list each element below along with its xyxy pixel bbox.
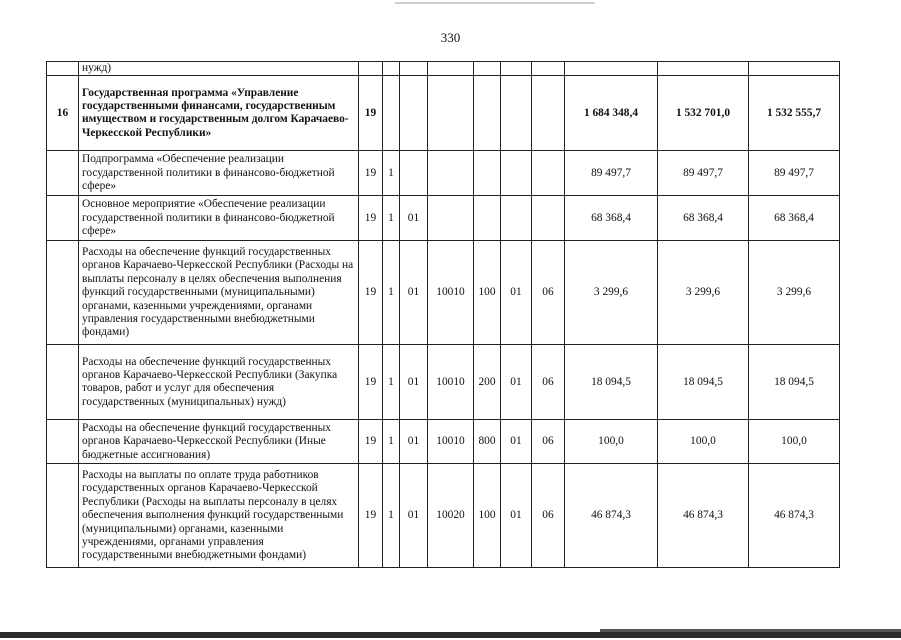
code-om [400,151,428,196]
table-row [47,151,840,196]
amount-year-1: 89 497,7 [565,151,658,196]
code-rz: 01 [501,241,532,345]
code-pr: 06 [532,420,565,464]
code-gp: 19 [359,420,383,464]
row-name: Государственная программа «Управление государственными финансами, государственным имуществом и государственным долгом Карачаево-Черкесской Республики» [79,76,359,151]
code-pp [383,76,400,151]
amount-year-2: 68 368,4 [658,196,749,241]
table-row [47,241,840,345]
amount-year-3: 1 532 555,7 [749,76,840,151]
code-pr [532,151,565,196]
code-direction: 10010 [428,241,474,345]
code-rz: 01 [501,464,532,568]
code-direction [428,76,474,151]
amount-year-2: 100,0 [658,420,749,464]
budget-table [46,61,840,568]
table-row [47,196,840,241]
code-pr [532,62,565,76]
table-row [47,420,840,464]
code-gp: 19 [359,464,383,568]
code-om: 01 [400,196,428,241]
row-name: Подпрограмма «Обеспечение реализации государственной политики в финансово-бюджетной сфере» [79,151,359,196]
row-name: Расходы на обеспечение функций государственных органов Карачаево-Черкесской Республики (Закупка товаров, работ и услуг для обеспечения государственных (муниципальных) нужд) [79,345,359,420]
code-gp: 19 [359,241,383,345]
code-pp: 1 [383,241,400,345]
row-number: 16 [47,76,79,151]
code-direction: 10020 [428,464,474,568]
code-pp: 1 [383,464,400,568]
code-pp [383,62,400,76]
code-direction: 10010 [428,420,474,464]
code-om: 01 [400,345,428,420]
code-pr [532,196,565,241]
code-om [400,76,428,151]
amount-year-2: 18 094,5 [658,345,749,420]
code-om: 01 [400,241,428,345]
row-name: Расходы на обеспечение функций государственных органов Карачаево-Черкесской Республики (Расходы на выплаты персоналу в целях обеспечения выполнения функций государственными (муниципальными) органами, казенными учреждениями, органами управления государственными внебюджетными фондами) [79,241,359,345]
row-number [47,241,79,345]
code-rz: 01 [501,420,532,464]
amount-year-3: 68 368,4 [749,196,840,241]
row-name: Расходы на выплаты по оплате труда работников государственных органов Карачаево-Черкесской Республики (Расходы на выплаты персоналу в целях обеспечения выполнения функций государственными (муниципальными) органами, казенными учреждениями, органами управления государственными внебюджетными фондами) [79,464,359,568]
code-vr [474,196,501,241]
amount-year-3: 3 299,6 [749,241,840,345]
table-row [47,464,840,568]
table-row [47,62,840,76]
code-pr: 06 [532,241,565,345]
amount-year-3: 89 497,7 [749,151,840,196]
code-rz [501,76,532,151]
row-name: Основное мероприятие «Обеспечение реализации государственной политики в финансово-бюджетной сфере» [79,196,359,241]
amount-year-3: 18 094,5 [749,345,840,420]
row-number [47,196,79,241]
code-pp: 1 [383,196,400,241]
code-direction [428,196,474,241]
code-rz: 01 [501,345,532,420]
amount-year-1: 1 684 348,4 [565,76,658,151]
amount-year-2: 3 299,6 [658,241,749,345]
code-direction: 10010 [428,345,474,420]
row-name: нужд) [79,62,359,76]
code-pr: 06 [532,345,565,420]
amount-year-3 [749,62,840,76]
row-number [47,420,79,464]
code-gp: 19 [359,76,383,151]
code-pp: 1 [383,151,400,196]
code-gp: 19 [359,345,383,420]
scan-top-edge [395,2,595,4]
code-pr: 06 [532,464,565,568]
code-om: 01 [400,420,428,464]
code-rz [501,196,532,241]
amount-year-1: 3 299,6 [565,241,658,345]
row-name: Расходы на обеспечение функций государственных органов Карачаево-Черкесской Республики (Иные бюджетные ассигнования) [79,420,359,464]
table-row [47,76,840,151]
row-number [47,464,79,568]
amount-year-1: 100,0 [565,420,658,464]
amount-year-1: 68 368,4 [565,196,658,241]
row-number [47,345,79,420]
row-number [47,62,79,76]
code-vr: 100 [474,241,501,345]
table-row [47,345,840,420]
code-gp: 19 [359,151,383,196]
code-pp: 1 [383,345,400,420]
amount-year-3: 100,0 [749,420,840,464]
amount-year-3: 46 874,3 [749,464,840,568]
code-vr [474,76,501,151]
row-number [47,151,79,196]
amount-year-2: 89 497,7 [658,151,749,196]
code-vr: 800 [474,420,501,464]
code-pr [532,76,565,151]
code-om: 01 [400,464,428,568]
code-om [400,62,428,76]
code-gp: 19 [359,196,383,241]
code-vr [474,62,501,76]
code-vr [474,151,501,196]
code-direction [428,151,474,196]
code-vr: 200 [474,345,501,420]
code-vr: 100 [474,464,501,568]
amount-year-2: 46 874,3 [658,464,749,568]
code-rz [501,151,532,196]
page-number: 330 [440,30,461,45]
amount-year-2 [658,62,749,76]
code-gp [359,62,383,76]
amount-year-1: 18 094,5 [565,345,658,420]
amount-year-1: 46 874,3 [565,464,658,568]
code-rz [501,62,532,76]
scan-bottom-edge [0,632,901,638]
code-direction [428,62,474,76]
code-pp: 1 [383,420,400,464]
amount-year-1 [565,62,658,76]
amount-year-2: 1 532 701,0 [658,76,749,151]
